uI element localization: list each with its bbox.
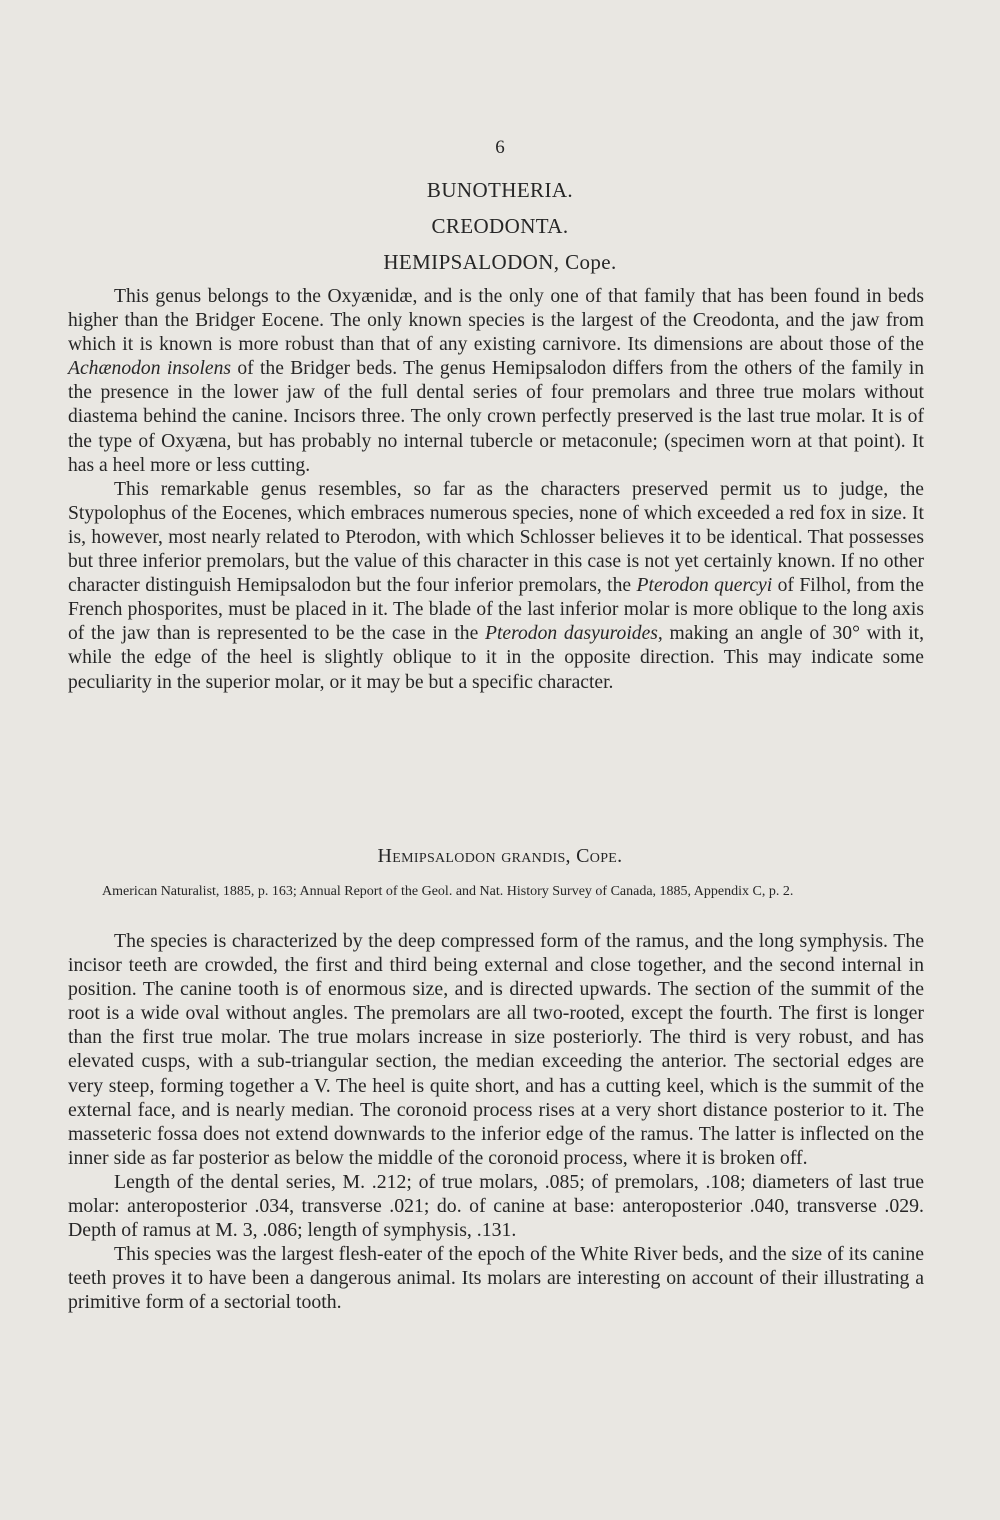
species-heading: Hemipsalodon grandis, Cope. <box>377 845 623 867</box>
species-paragraph-3: This species was the largest flesh-eater of the epoch of the White River beds, and the size of its canine teeth proves it to have been a dangerous animal. Its molars are interesting on account of their illustrating a primitive form of a sectorial tooth. <box>68 1243 924 1314</box>
page-number: 6 <box>495 137 505 158</box>
species-paragraph-1: The species is characterized by the deep compressed form of the ramus, and the long symphysis. The incisor teeth are crowded, the first and third being external and close together, and the second internal in position. The canine tooth is of enormous size, and is directed upwards. The section of the summit of the root is a wide oval without angles. The premolars are all two-rooted, except the fourth. The first is longer than the first true molar. The true molars increase in size posteriorly. The third is very robust, and has elevated cusps, with a sub-triangular section, the median exceeding the anterior. The sectorial edges are very steep, forming together a V. The heel is quite short, and has a cutting keel, which is the summit of the external face, and is nearly median. The coronoid process rises at a very short distance posterior to it. The masseteric fossa does not extend downwards to the inferior edge of the ramus. The latter is inflected on the inner side as far posterior as below the middle of the coronoid process, where it is broken off. <box>68 930 924 1169</box>
genus-description <box>68 285 924 695</box>
species-description <box>68 929 924 1315</box>
text-run: making an angle of 30° with it, while the edge of the heel is slightly oblique to it in the opposite direction. This may indicate some peculiarity in the superior molar, or it may be but a specific character. <box>68 623 924 693</box>
italic-species-name: Achænodon insolens <box>68 358 232 380</box>
suborder-heading: CREODONTA. <box>431 214 569 238</box>
citation: American Naturalist, 1885, p. 163; Annual Report of the Geol. and Nat. History Survey of Canada, 1885, Appendix C, p. 2. <box>102 884 794 899</box>
text-run: of the Bridger beds. The genus Hemipsalodon differs from the others of the family in the presence in the lower jaw of the full dental series of four premolars and three true molars without diastema behind the canine. Incisors three. The only crown perfectly preserved is the last true molar. It is of the type of Oxyæna, but has probably no internal tubercle or metaconule; (specimen worn at that point). It has a heel more or less cutting. <box>68 358 924 476</box>
genus-paragraph-2 <box>68 478 924 695</box>
italic-species-name: Pterodon quercyi <box>636 575 773 597</box>
italic-species-name: Pterodon dasyuroides, <box>485 623 663 645</box>
text-run: This remarkable genus resembles, so far as the characters preserved permit us to judge, the Stypolophus of the Eocenes, which embraces numerous species, none of which exceeded a red fox in size. It is, however, most nearly related to Pterodon, with which Schlosser believes it to be identical. That possesses but three inferior premolars, but the value of this character in this case is not yet certainly known. If no other character distinguish Hemipsalodon but the four inferior premolars, the <box>68 478 924 597</box>
text-run: of Filhol, from the French phosporites, must be placed in it. The blade of the last inferior molar is more oblique to the long axis of the jaw than is represented to be the case in the <box>68 575 924 645</box>
genus-heading: HEMIPSALODON, Cope. <box>383 250 617 274</box>
text-run: This genus belongs to the Oxyænidæ, and is the only one of that family that has been found in beds higher than the Bridger Eocene. The only known species is the largest of the Creodonta, and the jaw from which it is known is more robust than that of any existing carnivore. Its dimensions are about those of the <box>68 286 924 356</box>
order-heading: BUNOTHERIA. <box>426 178 574 202</box>
species-paragraph-2: Length of the dental series, M. .212; of true molars, .085; of premolars, .108; diameters of last true molar: anteroposterior .034, transverse .021; do. of canine at base: anteroposterior .040, transverse .029. Depth of ramus at M. 3, .086; length of symphysis, .131. <box>68 1170 924 1242</box>
genus-paragraph-1 <box>68 285 924 478</box>
